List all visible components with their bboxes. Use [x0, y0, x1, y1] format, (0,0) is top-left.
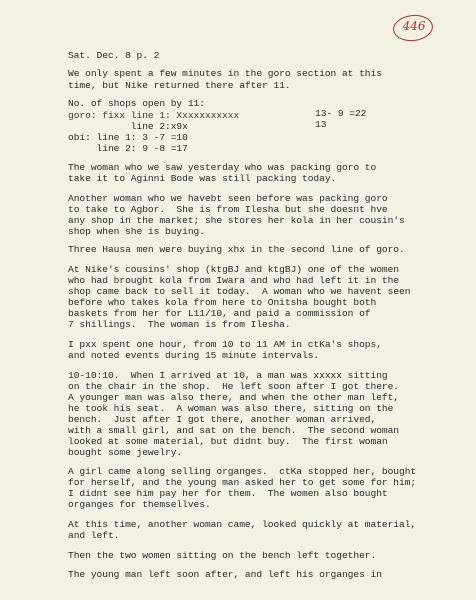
text-line: any shop in the market; she stores her kola in her cousin's: [68, 215, 405, 226]
text-line: on the chair in the shop. He left soon after I got there.: [68, 381, 400, 392]
text-line: take it to Aginni Bode was still packing today.: [68, 173, 337, 184]
text-line: baskets from her for L11/10, and paid a commission of: [68, 308, 371, 319]
text-line: and noted events during 15 minute intervals.: [68, 350, 320, 361]
text-line: 7 shillings. The woman is from Ilesha.: [68, 319, 291, 330]
page-number: 446: [402, 19, 426, 33]
text-line: Three Hausa men were buying xhx in the second line of goro.: [68, 244, 405, 255]
text-line: looked at some material, but didnt buy. The first woman: [68, 436, 388, 447]
text-line: The woman who we saw yesterday who was packing goro to: [68, 162, 377, 173]
text-line: line 2: 9 -8 =17: [68, 143, 188, 154]
text-line: to take to Agbor. She is from Ilesha but she doesnt hve: [68, 204, 388, 215]
text-line: time, but Nike returned there after 11.: [68, 80, 291, 91]
text-line: No. of shops open by 11:: [68, 98, 205, 109]
text-line: who had brought kola from Iwara and who had left it in the: [68, 275, 400, 286]
text-line: line 2:x9x: [68, 121, 188, 132]
text-line: 10-10:10. When I arrived at 10, a man was xxxxx sitting: [68, 370, 388, 381]
tally-line: 13- 9 =22: [315, 108, 367, 119]
text-line: We only spent a few minutes in the goro section at this: [68, 68, 382, 79]
text-line: for herself, and the young man asked her to get some for him;: [68, 477, 417, 488]
text-line: The young man left soon after, and left his organges in: [68, 569, 382, 580]
text-line: bought some jewelry.: [68, 447, 183, 458]
text-line: A younger man was also there, and when the other man left,: [68, 392, 400, 403]
text-line: bench. Just after I got there, another woman arrived,: [68, 414, 377, 425]
text-line: I pxx spent one hour, from 10 to 11 AM in ctKa's shops,: [68, 339, 382, 350]
text-line: organges for themsellves.: [68, 499, 211, 510]
text-line: goro: fixx line 1: Xxxxxxxxxxx: [68, 110, 240, 121]
text-line: before who takes kola from here to Onitsha bought both: [68, 297, 377, 308]
text-line: with a small girl, and sat on the bench. The second woman: [68, 425, 400, 436]
text-line: A girl came along selling organges. ctKa stopped her, bought: [68, 466, 417, 477]
text-line: obi: line 1: 3 -7 =10: [68, 132, 188, 143]
text-line: At this time, another woman came, looked quickly at material,: [68, 519, 417, 530]
tally-line: 13: [315, 119, 327, 130]
header-line: Sat. Dec. 8 p. 2: [68, 50, 160, 61]
text-line: he took his seat. A woman was also there, sitting on the: [68, 403, 394, 414]
text-line: Then the two women sitting on the bench left together.: [68, 550, 377, 561]
text-line: I didnt see him pay her for them. The women also bought: [68, 488, 388, 499]
text-line: At Nike's cousins' shop (ktgBJ and ktgBJ) one of the women: [68, 264, 400, 275]
text-line: Another woman who we havebt seen before was packing goro: [68, 193, 388, 204]
text-line: shop when she is buying.: [68, 226, 205, 237]
text-line: shop came back to sell it today. A woman who we havent seen: [68, 286, 411, 297]
text-line: and left.: [68, 530, 120, 541]
